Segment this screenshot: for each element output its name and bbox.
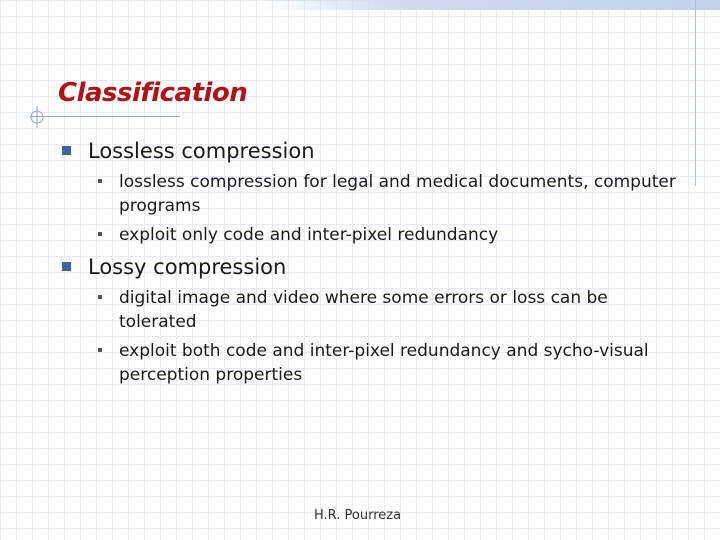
- bullet-lossless-label: Lossless compression: [88, 139, 315, 163]
- slide-title: Classification: [58, 78, 248, 108]
- small-square-bullet-icon: [98, 232, 102, 236]
- sub-bullet-text: exploit both code and inter-pixel redundancy and sycho-visual perception properties: [119, 341, 649, 385]
- small-square-bullet-icon: [98, 348, 102, 352]
- sub-bullet-text: digital image and video where some errors or loss can be tolerated: [119, 288, 608, 332]
- square-bullet-icon: [62, 146, 71, 155]
- bullet-lossy-label: Lossy compression: [88, 255, 287, 279]
- top-decorative-band: [262, 0, 720, 10]
- small-square-bullet-icon: [98, 295, 102, 299]
- crosshair-icon: [26, 106, 48, 128]
- sub-bullet-text: exploit only code and inter-pixel redundancy: [119, 225, 499, 245]
- small-square-bullet-icon: [98, 179, 102, 183]
- sub-bullet-text: lossless compression for legal and medical documents, computer programs: [119, 172, 676, 216]
- right-decorative-line: [695, 0, 696, 186]
- square-bullet-icon: [62, 262, 71, 271]
- title-underline: [30, 116, 180, 117]
- footer-author: H.R. Pourreza: [314, 508, 402, 523]
